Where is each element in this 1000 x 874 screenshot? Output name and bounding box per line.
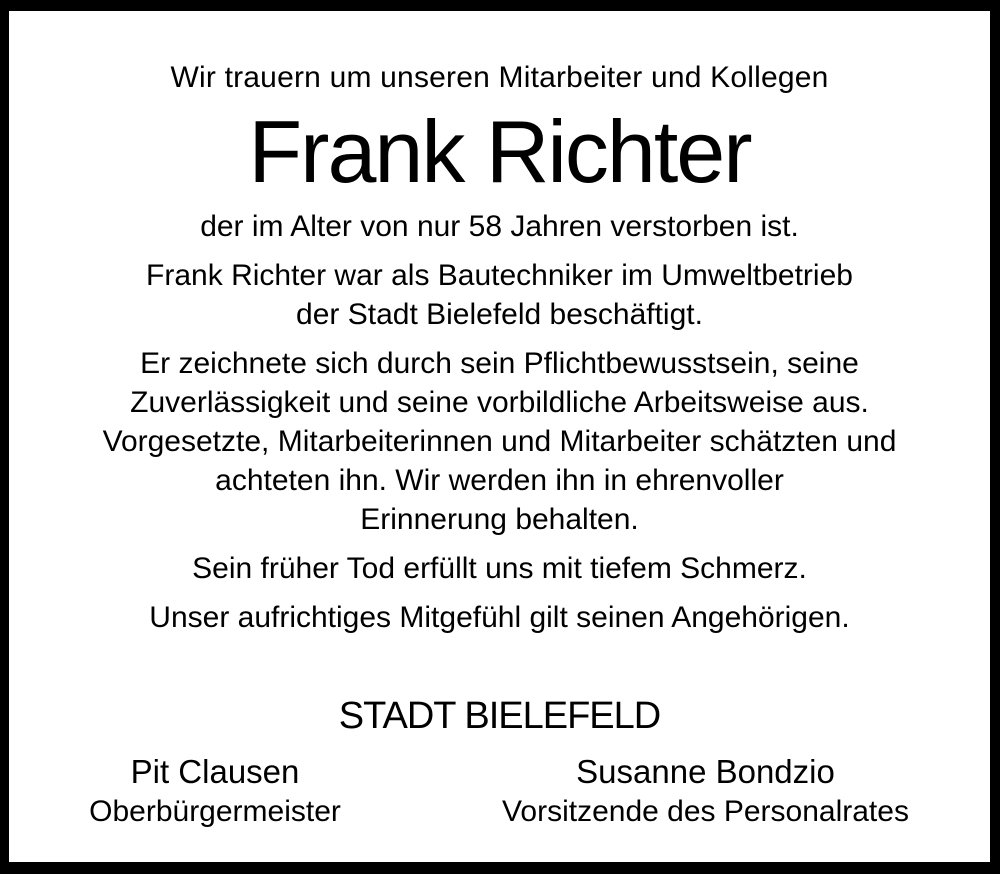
signature-row [9,752,990,831]
paragraph-line: achteten ihn. Wir werden ihn in ehrenvoller [215,464,784,497]
signature-name: Pit Clausen [130,753,300,790]
paragraph-appreciation [9,344,990,539]
paragraph-line: Sein früher Tod erfüllt uns mit tiefem Schmerz. [192,552,807,585]
paragraph-line: Unser aufrichtiges Mitgefühl gilt seinen Angehörigen. [149,601,850,634]
paragraph-line: der Stadt Bielefeld beschäftigt. [296,298,703,331]
intro-line: Wir trauern um unseren Mitarbeiter und Kollegen [170,61,829,94]
paragraph-line: Erinnerung behalten. [360,503,639,536]
paragraph-employment [9,256,990,334]
paragraph-line: Er zeichnete sich durch sein Pflichtbewusstsein, seine [140,347,859,380]
organization-name: STADT BIELEFELD [338,695,661,737]
paragraph-line: Vorgesetzte, Mitarbeiterinnen und Mitarbeiter schätzten und [102,425,897,458]
signature-left [9,752,421,831]
memorial-notice [9,11,990,862]
deceased-name: Frank Richter [248,102,751,201]
signature-name: Susanne Bondzio [576,753,835,790]
signature-right [421,752,990,831]
signature-title: Oberbürgermeister [89,795,341,828]
paragraph-line: Zuverlässigkeit und seine vorbildliche Arbeitsweise aus. [130,386,869,419]
paragraph-grief [9,549,990,588]
paragraph-condolence [9,598,990,637]
signature-title: Vorsitzende des Personalrates [502,795,909,828]
paragraph-line: Frank Richter war als Bautechniker im Umweltbetrieb [146,259,853,292]
age-line: der im Alter von nur 58 Jahren verstorben ist. [200,210,799,243]
